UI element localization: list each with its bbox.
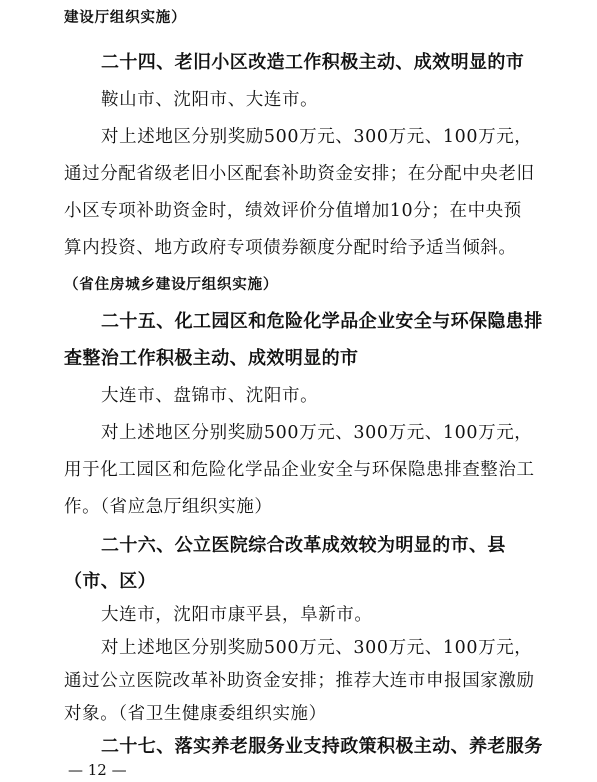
section-26-heading-line-1: 二十六、公立医院综合改革成效较为明显的市、县 <box>101 535 506 556</box>
section-26-body-line-1: 对上述地区分别奖励500万元、300万元、100万元， <box>101 638 533 658</box>
section-25-body-line-3: 作。（省应急厅组织实施） <box>64 497 273 517</box>
section-26-heading-line-2: （市、区） <box>64 571 156 592</box>
section-24-body-line-2: 通过分配省级老旧小区配套补助资金安排；在分配中央老旧 <box>64 164 535 184</box>
section-25-body-line-2: 用于化工园区和危险化学品企业安全与环保隐患排查整治工 <box>64 460 535 480</box>
page-number: — 12 — <box>68 761 127 779</box>
section-26-cities: 大连市，沈阳市康平县，阜新市。 <box>101 605 373 625</box>
section-25-heading-line-2: 查整治工作积极主动、成效明显的市 <box>64 348 359 369</box>
section-26-body-line-3: 对象。（省卫生健康委组织实施） <box>64 704 327 724</box>
section-26-body-line-2: 通过公立医院改革补助资金安排；推荐大连市申报国家激励 <box>64 671 535 691</box>
section-24-body-line-3: 小区专项补助资金时，绩效评价分值增加10分；在中央预 <box>64 201 522 221</box>
section-23-source-note: 建设厅组织实施） <box>64 10 187 26</box>
section-24-body-line-4: 算内投资、地方政府专项债券额度分配时给予适当倾斜。 <box>64 238 517 258</box>
section-25-heading-line-1: 二十五、化工园区和危险化学品企业安全与环保隐患排 <box>101 311 543 332</box>
section-24-body-line-1: 对上述地区分别奖励500万元、300万元、100万元， <box>101 127 533 147</box>
section-24-source-note: （省住房城乡建设厅组织实施） <box>64 277 279 293</box>
section-24-cities: 鞍山市、沈阳市、大连市。 <box>101 90 319 110</box>
section-24-heading: 二十四、老旧小区改造工作积极主动、成效明显的市 <box>101 52 525 73</box>
section-25-cities: 大连市、盘锦市、沈阳市。 <box>101 386 319 406</box>
section-25-body-line-1: 对上述地区分别奖励500万元、300万元、100万元， <box>101 423 533 443</box>
section-27-heading-line-1: 二十七、落实养老服务业支持政策积极主动、养老服务 <box>101 736 543 757</box>
